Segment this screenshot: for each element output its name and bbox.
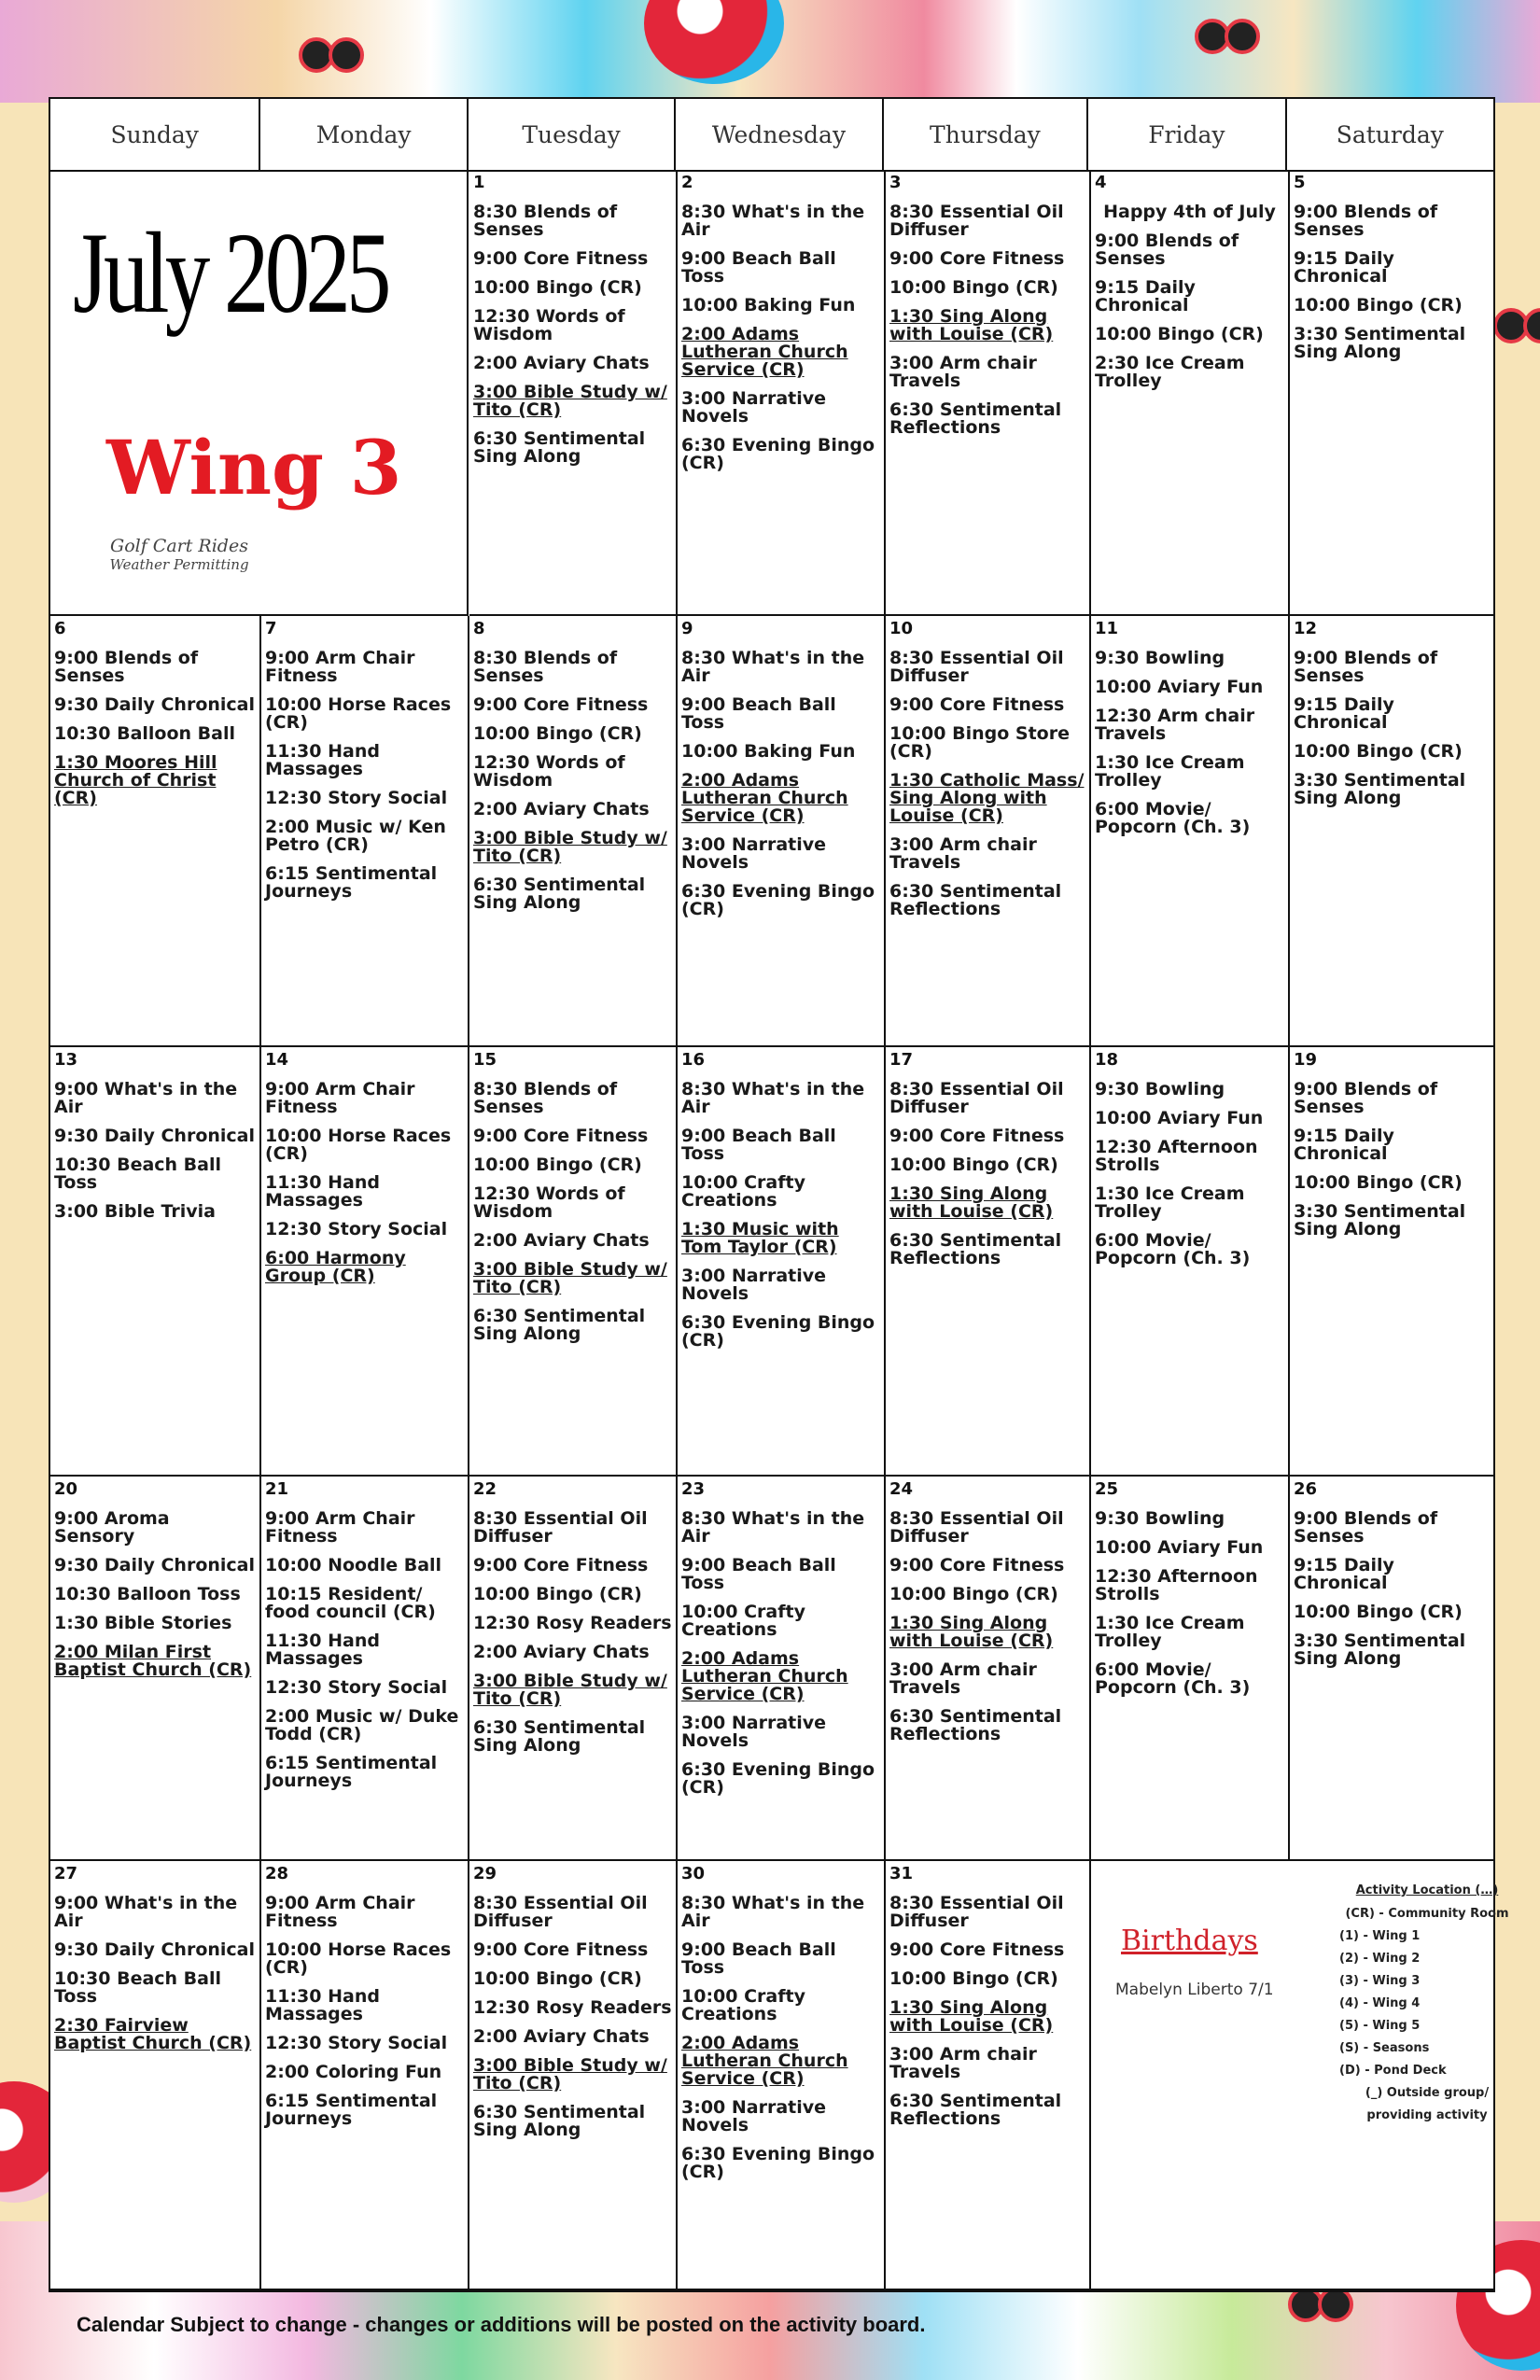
day-number: 13 — [54, 1050, 78, 1070]
activity-item: 9:00 Beach Ball Toss — [681, 1939, 836, 1978]
activity-item: 9:00 Aroma Sensory — [54, 1508, 170, 1547]
activity-item: 3:00 Narrative Novels — [681, 2097, 827, 2135]
day-cell — [678, 170, 886, 616]
day-number: 5 — [1294, 173, 1306, 192]
day-cell — [469, 1477, 678, 1861]
activity-item: 10:00 Bingo (CR) — [889, 1968, 1058, 1989]
activity-item: 11:30 Hand Massages — [265, 1631, 380, 1669]
activity-item: 10:00 Bingo (CR) — [889, 1584, 1058, 1604]
day-cell — [1290, 1047, 1493, 1477]
weather-line: Weather Permitting — [109, 556, 249, 573]
activity-item: 3:00 Narrative Novels — [681, 1713, 827, 1751]
activity-item: 10:00 Bingo (CR) — [1294, 741, 1463, 762]
day-cell — [261, 616, 469, 1047]
day-cell — [678, 1861, 886, 2290]
activity-item: 6:15 Sentimental Journeys — [265, 1753, 438, 1791]
activity-item: 6:30 Evening Bingo (CR) — [681, 435, 875, 473]
weekday-sunday: Sunday — [50, 99, 260, 170]
day-cell — [261, 1047, 469, 1477]
activity-item: 9:00 Arm Chair Fitness — [265, 1508, 415, 1547]
activity-item: 6:30 Sentimental Reflections — [889, 1706, 1062, 1744]
activity-item: 6:30 Sentimental Sing Along — [473, 1306, 646, 1344]
activity-item: 8:30 Essential Oil Diffuser — [889, 648, 1064, 686]
day-cell — [678, 1047, 886, 1477]
activity-item: 8:30 What's in the Air — [681, 1893, 865, 1931]
activity-item: 6:30 Sentimental Sing Along — [473, 2102, 646, 2140]
activity-item: 8:30 Blends of Senses — [473, 1079, 618, 1117]
activity-location-legend — [1324, 1883, 1530, 2127]
activity-item: 9:00 Core Fitness — [473, 248, 649, 269]
activity-item: 1:30 Moores Hill Church of Christ (CR) — [54, 752, 217, 808]
day-number: 22 — [473, 1479, 497, 1499]
activity-item: 10:00 Aviary Fun — [1095, 677, 1264, 697]
day-number: 26 — [1294, 1479, 1318, 1499]
activity-item: 10:30 Beach Ball Toss — [54, 1155, 222, 1193]
activity-item: 9:30 Bowling — [1095, 1079, 1225, 1099]
activity-item: Happy 4th of July — [1103, 202, 1276, 222]
activity-item: 3:00 Narrative Novels — [681, 388, 827, 427]
activity-item: 6:00 Movie/ Popcorn (Ch. 3) — [1095, 1230, 1251, 1268]
activity-item: 6:30 Sentimental Reflections — [889, 399, 1062, 438]
sunglasses-icon — [1288, 2287, 1353, 2324]
activity-item: 3:00 Narrative Novels — [681, 1266, 827, 1304]
activity-item: 10:00 Bingo (CR) — [1294, 1602, 1463, 1622]
day-cell — [886, 1047, 1091, 1477]
activity-item: 10:00 Crafty Creations — [681, 1172, 805, 1211]
day-number: 17 — [889, 1050, 914, 1070]
day-cell — [469, 1861, 678, 2290]
activity-item: 9:00 Core Fitness — [473, 1555, 649, 1575]
activity-item: 3:00 Bible Study w/ Tito (CR) — [473, 1259, 667, 1297]
activity-item: 9:00 Arm Chair Fitness — [265, 648, 415, 686]
activity-item: 10:00 Aviary Fun — [1095, 1108, 1264, 1128]
day-cell — [469, 170, 678, 616]
activity-item: 3:30 Sentimental Sing Along — [1294, 324, 1466, 362]
activity-item: 9:00 Blends of Senses — [1294, 202, 1438, 240]
activity-item: 8:30 Essential Oil Diffuser — [889, 1079, 1064, 1117]
activity-item: 3:00 Arm chair Travels — [889, 353, 1037, 391]
day-cell — [261, 1477, 469, 1861]
activity-item: 8:30 Essential Oil Diffuser — [473, 1508, 648, 1547]
day-number: 19 — [1294, 1050, 1318, 1070]
day-number: 11 — [1095, 619, 1119, 638]
activity-item: 10:00 Baking Fun — [681, 295, 856, 315]
activity-item: 2:30 Ice Cream Trolley — [1095, 353, 1245, 391]
activity-item: 6:30 Sentimental Reflections — [889, 2091, 1062, 2129]
activity-item: 9:00 Core Fitness — [889, 248, 1065, 269]
day-number: 27 — [54, 1864, 78, 1883]
activity-item: 9:00 Beach Ball Toss — [681, 248, 836, 287]
activity-item: 3:00 Arm chair Travels — [889, 834, 1037, 873]
activity-item: 2:00 Aviary Chats — [473, 1642, 650, 1662]
day-number: 29 — [473, 1864, 497, 1883]
activity-item: 10:00 Aviary Fun — [1095, 1537, 1264, 1558]
calendar-grid — [49, 97, 1509, 2292]
activity-item: 10:00 Bingo (CR) — [1294, 295, 1463, 315]
activity-item: 3:00 Bible Trivia — [54, 1201, 216, 1222]
legend-item: (CR) - Community Room — [1345, 1907, 1509, 1921]
activity-item: 6:30 Evening Bingo (CR) — [681, 1312, 875, 1351]
day-cell — [886, 1477, 1091, 1861]
activity-item: 2:00 Aviary Chats — [473, 2026, 650, 2047]
activity-item: 9:30 Bowling — [1095, 1508, 1225, 1529]
activity-item: 10:00 Bingo (CR) — [473, 723, 642, 744]
activity-item: 1:30 Music with Tom Taylor (CR) — [681, 1219, 839, 1257]
activity-item: 9:00 What's in the Air — [54, 1893, 238, 1931]
activity-item: 8:30 Essential Oil Diffuser — [889, 202, 1064, 240]
activity-item: 6:00 Harmony Group (CR) — [265, 1248, 406, 1286]
activity-item: 9:30 Daily Chronical — [54, 1126, 256, 1146]
day-number: 25 — [1095, 1479, 1119, 1499]
legend-item: (D) - Pond Deck — [1339, 2064, 1447, 2078]
activity-item: 1:30 Catholic Mass/ Sing Along with Louise (CR) — [889, 770, 1085, 826]
weekday-header — [50, 99, 1493, 172]
day-cell — [1290, 1477, 1493, 1861]
day-number: 10 — [889, 619, 914, 638]
activity-item: 9:30 Daily Chronical — [54, 1555, 256, 1575]
day-number: 2 — [681, 173, 693, 192]
day-cell — [1290, 170, 1493, 616]
activity-item: 10:00 Bingo (CR) — [889, 1155, 1058, 1175]
activity-item: 2:00 Aviary Chats — [473, 799, 650, 819]
day-cell — [886, 616, 1091, 1047]
activity-item: 9:00 Arm Chair Fitness — [265, 1079, 415, 1117]
activity-item: 8:30 Blends of Senses — [473, 648, 618, 686]
activity-item: 10:00 Bingo (CR) — [1294, 1172, 1463, 1193]
day-cell — [1091, 616, 1290, 1047]
month-title-panel — [50, 170, 469, 616]
activity-item: 9:00 Beach Ball Toss — [681, 694, 836, 733]
golf-cart-note — [86, 536, 273, 573]
activity-item: 12:30 Afternoon Strolls — [1095, 1566, 1258, 1604]
activity-item: 12:30 Arm chair Travels — [1095, 706, 1255, 744]
activity-item: 9:15 Daily Chronical — [1294, 1555, 1394, 1593]
activity-item: 10:00 Bingo (CR) — [1095, 324, 1264, 344]
activity-item: 3:00 Bible Study w/ Tito (CR) — [473, 1671, 667, 1709]
day-cell — [1091, 170, 1290, 616]
activity-item: 1:30 Sing Along with Louise (CR) — [889, 1997, 1054, 2036]
day-number: 24 — [889, 1479, 914, 1499]
weekday-wednesday: Wednesday — [676, 99, 883, 170]
activity-item: 2:00 Coloring Fun — [265, 2062, 442, 2082]
activity-item: 10:00 Crafty Creations — [681, 1602, 805, 1640]
activity-item: 6:15 Sentimental Journeys — [265, 863, 438, 902]
weekday-thursday: Thursday — [884, 99, 1088, 170]
activity-item: 10:00 Crafty Creations — [681, 1986, 805, 2024]
activity-item: 10:00 Horse Races (CR) — [265, 1126, 452, 1164]
activity-item: 3:30 Sentimental Sing Along — [1294, 1201, 1466, 1239]
activity-item: 6:30 Sentimental Sing Along — [473, 875, 646, 913]
day-cell — [678, 1477, 886, 1861]
birthdays-panel — [1091, 1861, 1509, 2290]
day-number: 18 — [1095, 1050, 1119, 1070]
legend-item: (5) - Wing 5 — [1339, 2019, 1421, 2033]
activity-item: 12:30 Words of Wisdom — [473, 752, 625, 791]
day-cell — [50, 1047, 261, 1477]
activity-item: 10:00 Horse Races (CR) — [265, 1939, 452, 1978]
activity-item: 6:00 Movie/ Popcorn (Ch. 3) — [1095, 1659, 1251, 1698]
day-cell — [469, 1047, 678, 1477]
activity-item: 11:30 Hand Massages — [265, 1172, 380, 1211]
activity-item: 8:30 Essential Oil Diffuser — [889, 1893, 1064, 1931]
activity-item: 9:00 Core Fitness — [889, 694, 1065, 715]
calendar-disclaimer: Calendar Subject to change - changes or additions will be posted on the activity board. — [77, 2313, 926, 2336]
day-cell — [1290, 616, 1493, 1047]
legend-title: Activity Location (…) — [1355, 1883, 1499, 1897]
activity-item: 9:30 Daily Chronical — [54, 1939, 256, 1960]
day-number: 12 — [1294, 619, 1318, 638]
day-cell — [50, 1861, 261, 2290]
activity-item: 9:15 Daily Chronical — [1095, 277, 1196, 315]
day-number: 31 — [889, 1864, 914, 1883]
activity-item: 11:30 Hand Massages — [265, 1986, 380, 2024]
activity-item: 9:15 Daily Chronical — [1294, 694, 1394, 733]
activity-item: 1:30 Ice Cream Trolley — [1095, 1613, 1245, 1651]
activity-item: 8:30 What's in the Air — [681, 648, 865, 686]
activity-item: 2:00 Music w/ Ken Petro (CR) — [265, 817, 446, 855]
activity-item: 8:30 What's in the Air — [681, 1079, 865, 1117]
activity-item: 9:15 Daily Chronical — [1294, 248, 1394, 287]
activity-item: 8:30 What's in the Air — [681, 1508, 865, 1547]
activity-item: 2:00 Milan First Baptist Church (CR) — [54, 1642, 252, 1680]
activity-item: 2:00 Aviary Chats — [473, 353, 650, 373]
activity-item: 12:30 Story Social — [265, 2033, 448, 2053]
day-number: 9 — [681, 619, 693, 638]
activity-item: 2:00 Aviary Chats — [473, 1230, 650, 1251]
day-cell — [50, 1477, 261, 1861]
activity-item: 9:00 Arm Chair Fitness — [265, 1893, 415, 1931]
activity-item: 2:00 Adams Lutheran Church Service (CR) — [681, 770, 848, 826]
legend-item: providing activity — [1366, 2108, 1488, 2122]
activity-item: 9:00 Blends of Senses — [1294, 648, 1438, 686]
golf-cart-line: Golf Cart Rides — [110, 536, 248, 556]
activity-item: 10:00 Baking Fun — [681, 741, 856, 762]
activity-item: 9:30 Daily Chronical — [54, 694, 256, 715]
activity-item: 9:00 Core Fitness — [889, 1126, 1065, 1146]
day-number: 15 — [473, 1050, 497, 1070]
day-number: 30 — [681, 1864, 706, 1883]
legend-item: (S) - Seasons — [1339, 2041, 1430, 2055]
activity-item: 1:30 Sing Along with Louise (CR) — [889, 306, 1054, 344]
day-number: 8 — [473, 619, 485, 638]
activity-item: 10:00 Bingo (CR) — [889, 277, 1058, 298]
activity-item: 12:30 Rosy Readers — [473, 1613, 672, 1633]
activity-item: 6:30 Evening Bingo (CR) — [681, 2144, 875, 2182]
activity-item: 9:00 Core Fitness — [889, 1939, 1065, 1960]
activity-item: 1:30 Sing Along with Louise (CR) — [889, 1613, 1054, 1651]
day-cell — [50, 616, 261, 1047]
legend-item: (2) - Wing 2 — [1339, 1952, 1421, 1966]
wing-title: Wing 3 — [106, 424, 402, 511]
sunglasses-icon — [1195, 19, 1260, 56]
activity-item: 9:00 Beach Ball Toss — [681, 1126, 836, 1164]
activity-item: 12:30 Rosy Readers — [473, 1997, 672, 2018]
activity-item: 9:00 What's in the Air — [54, 1079, 238, 1117]
activity-item: 6:30 Evening Bingo (CR) — [681, 1759, 875, 1798]
activity-item: 9:00 Beach Ball Toss — [681, 1555, 836, 1593]
day-cell — [886, 1861, 1091, 2290]
activity-item: 9:00 Blends of Senses — [1294, 1079, 1438, 1117]
day-number: 14 — [265, 1050, 289, 1070]
activity-item: 6:15 Sentimental Journeys — [265, 2091, 438, 2129]
day-number: 16 — [681, 1050, 706, 1070]
activity-item: 3:30 Sentimental Sing Along — [1294, 1631, 1466, 1669]
activity-item: 3:00 Arm chair Travels — [889, 2044, 1037, 2082]
day-cell — [678, 616, 886, 1047]
activity-item: 12:30 Afternoon Strolls — [1095, 1137, 1258, 1175]
activity-item: 6:30 Sentimental Sing Along — [473, 1717, 646, 1756]
activity-item: 1:30 Bible Stories — [54, 1613, 232, 1633]
month-title: July 2025 — [73, 209, 387, 337]
activity-item: 10:00 Horse Races (CR) — [265, 694, 452, 733]
day-number: 20 — [54, 1479, 78, 1499]
activity-item: 9:00 Core Fitness — [473, 1126, 649, 1146]
weekday-tuesday: Tuesday — [469, 99, 676, 170]
day-number: 1 — [473, 173, 485, 192]
sunglasses-icon — [1493, 308, 1540, 345]
activity-item: 9:00 Core Fitness — [473, 1939, 649, 1960]
day-cell — [1091, 1477, 1290, 1861]
activity-item: 6:00 Movie/ Popcorn (Ch. 3) — [1095, 799, 1251, 837]
day-cell — [1091, 1047, 1290, 1477]
birthdays-title: Birthdays — [1121, 1925, 1258, 1957]
activity-item: 6:30 Sentimental Sing Along — [473, 428, 646, 467]
legend-item: (3) - Wing 3 — [1339, 1974, 1421, 1988]
weekday-saturday: Saturday — [1336, 120, 1444, 148]
activity-item: 10:00 Bingo (CR) — [473, 1584, 642, 1604]
activity-item: 3:30 Sentimental Sing Along — [1294, 770, 1466, 808]
activity-item: 9:30 Bowling — [1095, 648, 1225, 668]
day-number: 23 — [681, 1479, 706, 1499]
activity-item: 9:15 Daily Chronical — [1294, 1126, 1394, 1164]
activity-item: 8:30 What's in the Air — [681, 202, 865, 240]
birthday-entry: Mabelyn Liberto 7/1 — [1115, 1981, 1274, 1999]
activity-item: 6:30 Sentimental Reflections — [889, 1230, 1062, 1268]
activity-item: 10:30 Balloon Toss — [54, 1584, 241, 1604]
day-cell — [469, 616, 678, 1047]
legend-item: (_) Outside group/ — [1365, 2086, 1490, 2100]
legend-item: (1) - Wing 1 — [1339, 1929, 1421, 1943]
activity-item: 3:00 Arm chair Travels — [889, 1659, 1037, 1698]
activity-item: 12:30 Words of Wisdom — [473, 1183, 625, 1222]
activity-item: 10:15 Resident/ food council (CR) — [265, 1584, 436, 1622]
activity-item: 12:30 Story Social — [265, 1677, 448, 1698]
activity-item: 6:30 Sentimental Reflections — [889, 881, 1062, 919]
activity-item: 9:00 Core Fitness — [473, 694, 649, 715]
activity-item: 9:00 Blends of Senses — [1294, 1508, 1438, 1547]
day-cell — [261, 1861, 469, 2290]
activity-item: 11:30 Hand Massages — [265, 741, 380, 779]
activity-item: 2:00 Music w/ Duke Todd (CR) — [265, 1706, 459, 1744]
day-number: 7 — [265, 619, 277, 638]
activity-item: 3:00 Narrative Novels — [681, 834, 827, 873]
weekday-friday: Friday — [1088, 99, 1286, 170]
activity-item: 6:30 Evening Bingo (CR) — [681, 881, 875, 919]
day-number: 21 — [265, 1479, 289, 1499]
activity-item: 1:30 Ice Cream Trolley — [1095, 1183, 1245, 1222]
activity-item: 10:00 Bingo (CR) — [473, 277, 642, 298]
activity-item: 10:00 Bingo (CR) — [473, 1968, 642, 1989]
activity-item: 10:00 Bingo (CR) — [473, 1155, 642, 1175]
activity-item: 9:00 Blends of Senses — [54, 648, 199, 686]
activity-item: 10:30 Beach Ball Toss — [54, 1968, 222, 2007]
activity-item: 10:30 Balloon Ball — [54, 723, 235, 744]
weekday-monday: Monday — [260, 99, 468, 170]
activity-item: 12:30 Story Social — [265, 1219, 448, 1239]
activity-item: 8:30 Essential Oil Diffuser — [889, 1508, 1064, 1547]
activity-item: 2:00 Adams Lutheran Church Service (CR) — [681, 324, 848, 380]
activity-item: 10:00 Bingo Store (CR) — [889, 723, 1070, 762]
activity-item: 12:30 Story Social — [265, 788, 448, 808]
activity-item: 3:00 Bible Study w/ Tito (CR) — [473, 382, 667, 420]
activity-item: 1:30 Sing Along with Louise (CR) — [889, 1183, 1054, 1222]
activity-item: 2:00 Adams Lutheran Church Service (CR) — [681, 2033, 848, 2089]
day-number: 4 — [1095, 173, 1107, 192]
day-cell — [886, 170, 1091, 616]
activity-item: 3:00 Bible Study w/ Tito (CR) — [473, 2055, 667, 2093]
day-number: 6 — [54, 619, 66, 638]
activity-item: 2:00 Adams Lutheran Church Service (CR) — [681, 1648, 848, 1704]
activity-item: 8:30 Essential Oil Diffuser — [473, 1893, 648, 1931]
activity-item: 2:30 Fairview Baptist Church (CR) — [54, 2015, 252, 2053]
activity-item: 1:30 Ice Cream Trolley — [1095, 752, 1245, 791]
sunglasses-icon — [299, 37, 364, 75]
activity-item: 8:30 Blends of Senses — [473, 202, 618, 240]
activity-item: 3:00 Bible Study w/ Tito (CR) — [473, 828, 667, 866]
activity-item: 12:30 Words of Wisdom — [473, 306, 625, 344]
day-number: 3 — [889, 173, 902, 192]
day-number: 28 — [265, 1864, 289, 1883]
legend-item: (4) - Wing 4 — [1339, 1996, 1421, 2010]
activity-item: 10:00 Noodle Ball — [265, 1555, 442, 1575]
activity-item: 9:00 Core Fitness — [889, 1555, 1065, 1575]
activity-item: 9:00 Blends of Senses — [1095, 231, 1239, 269]
